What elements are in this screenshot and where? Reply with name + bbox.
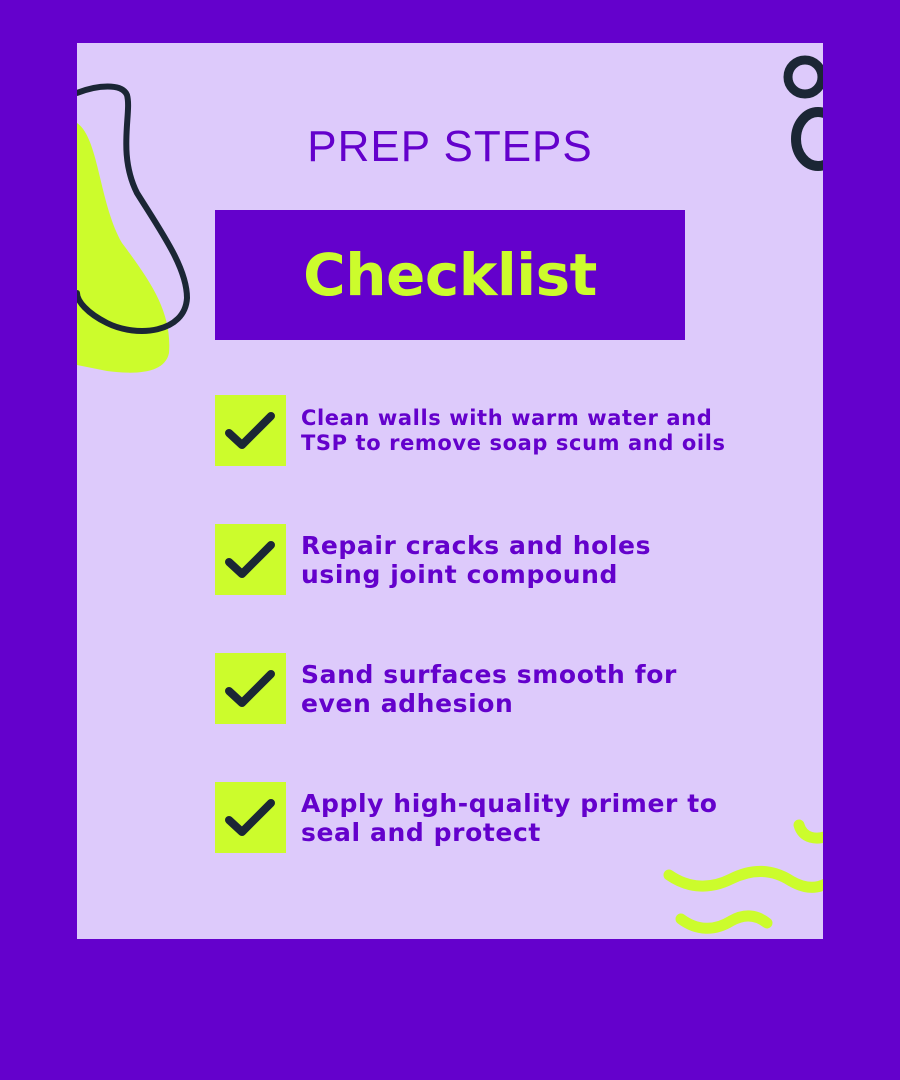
checklist-item-line: using joint compound — [301, 560, 619, 589]
lime-squiggle-decoration — [669, 871, 823, 887]
checklist-item-text — [301, 531, 651, 589]
checkmark-icon — [215, 395, 286, 466]
page-title: Checklist — [303, 241, 597, 309]
checklist-item-line: seal and protect — [301, 818, 541, 847]
checklist-item — [215, 395, 775, 467]
checklist-item-line: Clean walls with warm water and — [301, 406, 713, 430]
checklist-item-line: TSP to remove soap scum and oils — [301, 431, 726, 455]
lime-squiggle-decoration — [799, 825, 823, 838]
checkmark-icon — [215, 653, 286, 724]
checkbox — [215, 524, 286, 595]
checklist-item — [215, 782, 775, 854]
checkbox — [215, 653, 286, 724]
lime-squiggle-decoration — [681, 916, 767, 928]
title-banner — [215, 210, 685, 340]
checklist-item — [215, 653, 775, 725]
checklist-item-text — [301, 406, 726, 456]
checklist-item-text — [301, 660, 677, 718]
checklist-item-line: Repair cracks and holes — [301, 531, 652, 560]
dark-ring-decoration — [788, 60, 822, 94]
checkbox — [215, 395, 286, 466]
checkmark-icon — [215, 524, 286, 595]
checkbox — [215, 782, 286, 853]
checklist-item-text — [301, 789, 718, 847]
checklist-card — [77, 43, 823, 939]
checkmark-icon — [215, 782, 286, 853]
eyebrow-heading: PREP STEPS — [307, 122, 593, 171]
checklist-item-line: Sand surfaces smooth for — [301, 660, 677, 689]
checklist-item-line: even adhesion — [301, 689, 514, 718]
checklist-item-line: Apply high-quality primer to — [301, 789, 718, 818]
checklist-item — [215, 524, 775, 596]
